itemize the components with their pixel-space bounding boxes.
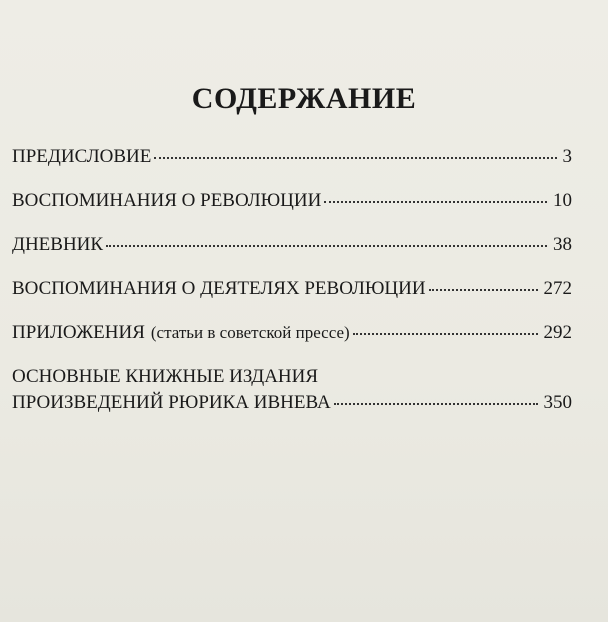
toc-entry-label: ВОСПОМИНАНИЯ О РЕВОЛЮЦИИ xyxy=(12,190,322,211)
dot-leader xyxy=(429,276,538,291)
dot-leader xyxy=(334,390,538,405)
toc-entry-revolution-memories[interactable] xyxy=(12,190,572,234)
toc-entry-label: ВОСПОМИНАНИЯ О ДЕЯТЕЛЯХ РЕВОЛЮЦИИ xyxy=(12,278,426,299)
toc-entry-book-editions[interactable] xyxy=(12,366,572,414)
toc-entry-diary[interactable] xyxy=(12,234,572,278)
toc-page-number: 272 xyxy=(543,278,572,299)
toc-page-number: 292 xyxy=(543,322,572,343)
toc-entry-main-label: ПРИЛОЖЕНИЯ xyxy=(12,322,145,343)
toc-page-number: 38 xyxy=(553,234,572,255)
dot-leader xyxy=(106,232,547,247)
toc-entry-preface[interactable] xyxy=(12,146,572,190)
toc-entry-appendices[interactable] xyxy=(12,322,572,366)
toc-entry-label: ПРЕДИСЛОВИЕ xyxy=(12,146,152,167)
toc-page-number: 10 xyxy=(553,190,572,211)
toc-entry-label-line1: ОСНОВНЫЕ КНИЖНЫЕ ИЗДАНИЯ xyxy=(12,366,319,387)
dot-leader xyxy=(154,144,556,159)
page-title: СОДЕРЖАНИЕ xyxy=(191,82,417,115)
toc-page-number: 350 xyxy=(543,392,572,413)
toc-entry-revolution-figures[interactable] xyxy=(12,278,572,322)
toc-page-number: 3 xyxy=(562,146,572,167)
toc-entry-sublabel: (статьи в советской прессе) xyxy=(150,323,350,342)
toc-entry-label-line2: ПРОИЗВЕДЕНИЙ РЮРИКА ИВНЕВА xyxy=(12,392,331,413)
dot-leader xyxy=(353,320,538,335)
toc-entry-label xyxy=(12,322,350,344)
dot-leader xyxy=(324,188,547,203)
toc-entry-label: ДНЕВНИК xyxy=(12,234,104,255)
table-of-contents xyxy=(12,140,572,414)
